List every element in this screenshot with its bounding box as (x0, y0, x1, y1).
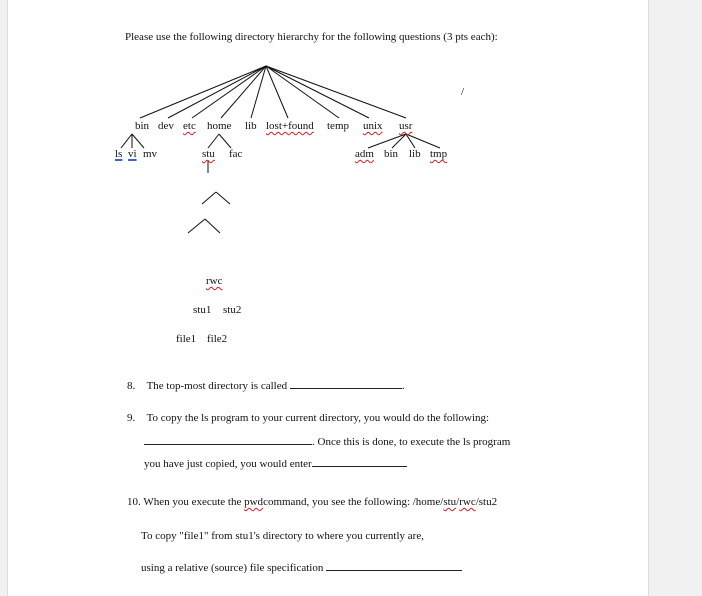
question-10-line2: To copy "file1" from stu1's directory to where you currently are, (141, 530, 424, 542)
file-file2: file2 (207, 333, 228, 345)
dir-stu2: stu2 (223, 304, 242, 316)
dir-temp: temp (327, 120, 349, 132)
file-vi: vi (128, 148, 137, 160)
dir-tmp: tmp (430, 148, 448, 160)
dir-home: home (207, 120, 232, 132)
q10-answer-blank[interactable] (326, 559, 462, 571)
q10-path-stu: stu (443, 496, 457, 508)
q10-path-end: /stu2 (475, 496, 498, 508)
file-ls: ls (115, 148, 123, 160)
q10-line3: using a relative (source) file specification (141, 562, 324, 574)
edge-rwc-stu2 (216, 192, 230, 204)
intro-text: Please use the following directory hierarchy for the following questions (3 pts each): (125, 31, 498, 43)
dir-unix: unix (363, 120, 383, 132)
edge-home-stu (208, 134, 219, 148)
q9-line2: . Once this is done, to execute the ls program (312, 436, 511, 448)
dir-stu: stu (202, 148, 215, 160)
edge-root-usr (266, 66, 406, 118)
q9-line3: you have just copied, you would enter (144, 458, 312, 470)
dir-lib: lib (245, 120, 257, 132)
dir-etc: etc (183, 120, 196, 132)
q10-pre: When you execute the (143, 496, 242, 508)
edge-stu1-file1 (188, 219, 205, 233)
document-page (7, 0, 649, 596)
q10-number: 10. (127, 496, 141, 508)
dir-bin: bin (135, 120, 150, 132)
edge-bin-ls (121, 134, 132, 148)
q10-slash: / (456, 496, 460, 508)
question-8 (127, 377, 405, 393)
dir-stu1: stu1 (193, 304, 212, 316)
edge-root-dev (168, 66, 266, 118)
dir-lost-found: lost+found (266, 120, 314, 132)
q8-answer-blank[interactable] (290, 377, 402, 389)
dir-usr: usr (399, 120, 413, 132)
root-label: / (461, 86, 465, 98)
dir-fac: fac (229, 148, 243, 160)
dir-usr-lib: lib (409, 148, 421, 160)
q9-execute-blank[interactable] (312, 455, 407, 467)
question-9-line2 (144, 433, 510, 449)
file-mv: mv (143, 148, 158, 160)
edge-stu1-file2 (205, 219, 220, 233)
question-10 (127, 496, 497, 509)
q9-number: 9. (127, 412, 136, 424)
dir-dev: dev (158, 120, 174, 132)
q10-cmd-pwd: pwd (244, 496, 264, 508)
dir-rwc: rwc (206, 275, 223, 287)
file-file1: file1 (176, 333, 197, 345)
q9-text: To copy the ls program to your current directory, you would do the following: (146, 412, 490, 424)
q10-path-rwc: rwc (459, 496, 476, 508)
edge-bin-mv (132, 134, 144, 148)
edge-usr-tmp (406, 134, 440, 148)
question-9-line3 (144, 455, 407, 471)
question-9 (127, 412, 489, 425)
q9-copy-command-blank[interactable] (144, 433, 312, 445)
edge-root-home (221, 66, 266, 118)
dir-usr-bin: bin (384, 148, 399, 160)
q8-text: The top-most directory is called (146, 380, 288, 392)
q10-post: command, you see the following: /home/ (263, 496, 444, 508)
edge-root-unix (266, 66, 369, 118)
edge-rwc-stu1 (202, 192, 216, 204)
dir-adm: adm (355, 148, 374, 160)
edge-root-lib (251, 66, 266, 118)
edge-home-fac (219, 134, 231, 148)
question-10-line3 (141, 559, 462, 575)
edge-usr-adm (368, 134, 406, 148)
q8-end: . (401, 380, 405, 392)
q8-number: 8. (127, 380, 136, 392)
